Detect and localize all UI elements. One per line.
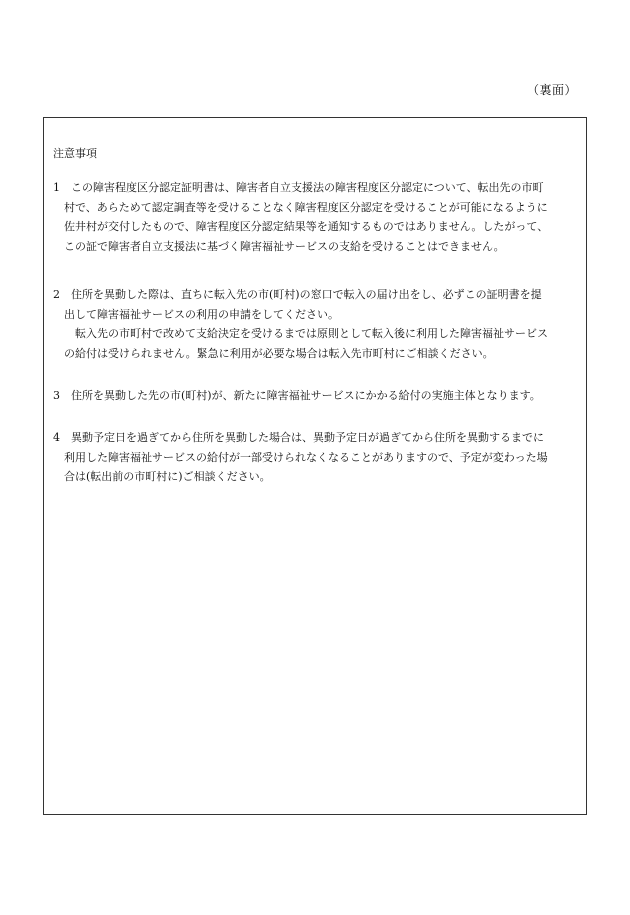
notes-frame	[43, 117, 587, 815]
notes-heading: 注意事項	[53, 147, 97, 160]
note-item-3	[53, 386, 581, 406]
note-line: 3 住所を異動した先の市(町村)が、新たに障害福祉サービスにかかる給付の実施主体となります。	[53, 389, 541, 402]
note-line: 4 異動予定日を過ぎてから住所を異動した場合は、異動予定日が過ぎてから住所を異動するまでに	[53, 431, 544, 444]
note-line: 転入先の市町村で改めて支給決定を受けるまでは原則として転入後に利用した障害福祉サービス	[53, 327, 548, 340]
note-item-1	[53, 178, 581, 256]
note-line: の給付は受けられません。緊急に利用が必要な場合は転入先市町村にご相談ください。	[53, 346, 494, 360]
note-line: 村で、あらためて認定調査等を受けることなく障害程度区分認定を受けることが可能になるように	[53, 200, 548, 214]
reverse-side-label: （裏面）	[526, 83, 577, 97]
note-line: 1 この障害程度区分認定証明書は、障害者自立支援法の障害程度区分認定について、転出先の市町	[53, 181, 544, 194]
note-line: 合は(転出前の市町村に)ご相談ください。	[53, 470, 271, 483]
note-line: 佐井村が交付したもので、障害程度区分認定結果等を通知するものではありません。したがって、	[53, 220, 549, 233]
note-item-2	[53, 285, 581, 363]
note-line: この証で障害者自立支援法に基づく障害福祉サービスの支給を受けることはできません。	[53, 239, 505, 253]
note-item-4	[53, 428, 581, 487]
note-line: 利用した障害福祉サービスの給付が一部受けられなくなることがありますので、予定が変わった場	[53, 450, 548, 464]
note-line: 2 住所を異動した際は、直ちに転入先の市(町村)の窓口で転入の届け出をし、必ずこの証明書を提	[53, 288, 542, 301]
note-line: 出して障害福祉サービスの利用の申請をしてください。	[53, 307, 339, 321]
